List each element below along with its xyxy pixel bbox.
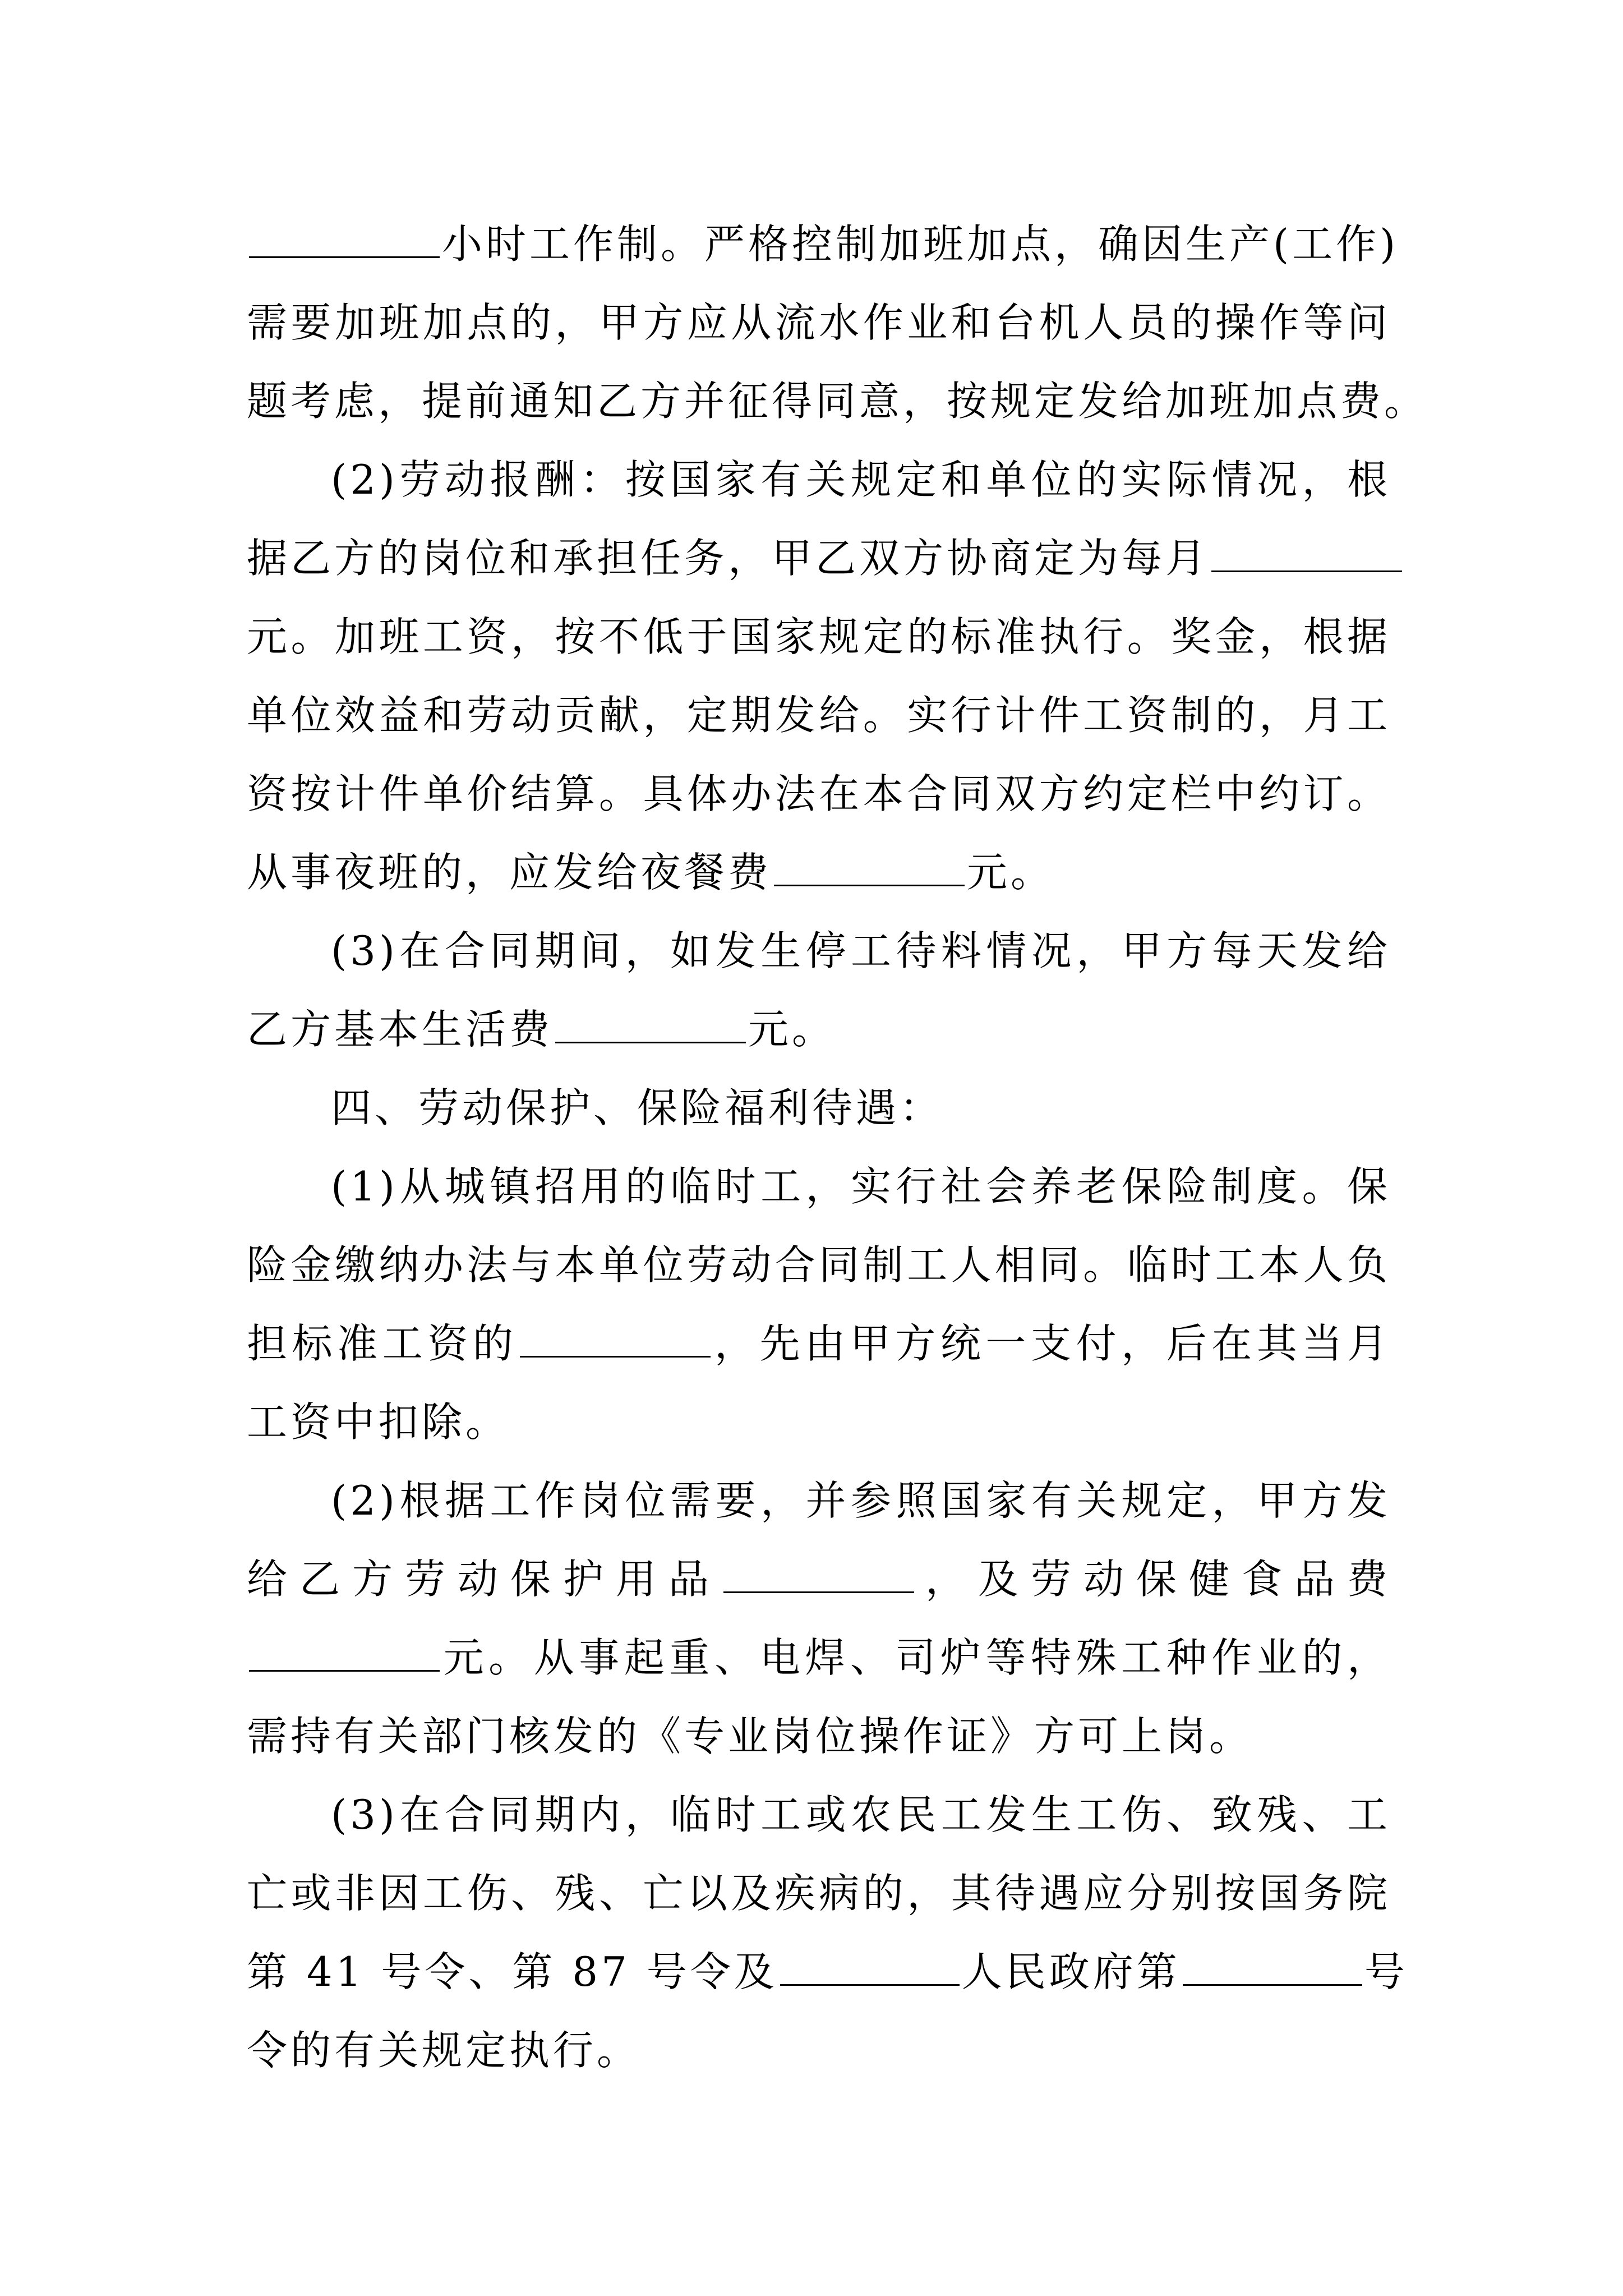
text-line: (2)劳动报酬：按国家有关规定和单位的实际情况，根 [331, 456, 1391, 503]
text-line: 亡或非因工伤、残、亡以及疾病的，其待遇应分别按国务院 [247, 1870, 1391, 1917]
text-line: 第 41 号令、第 87 号令及 人民政府第 号 [247, 1948, 1408, 1995]
text-line: 题考虑，提前通知乙方并征得同意，按规定发给加班加点费。 [247, 378, 1428, 425]
fill-blank [774, 850, 965, 886]
text-line: (1)从城镇招用的临时工，实行社会养老保险制度。保 [331, 1163, 1391, 1210]
text-line: 需持有关部门核发的《专业岗位操作证》方可上岗。 [247, 1713, 1253, 1760]
text-line: 险金缴纳办法与本单位劳动合同制工人相同。临时工本人负 [247, 1241, 1391, 1289]
fill-blank [780, 1949, 960, 1986]
fill-blank [723, 1557, 914, 1593]
text-line: 给乙方劳动保护用品 ，及劳动保健食品费 [247, 1556, 1391, 1603]
text-line: 单位效益和劳动贡献，定期发给。实行计件工资制的，月工 [247, 692, 1391, 739]
text-line: 担标准工资的 ，先由甲方统一支付，后在其当月 [247, 1320, 1391, 1367]
fill-blank [1211, 536, 1402, 572]
fill-blank [249, 222, 440, 258]
fill-blank [555, 1007, 746, 1043]
text-line: (3)在合同期内，临时工或农民工发生工伤、致残、工 [331, 1791, 1391, 1838]
text-line: 元。加班工资，按不低于国家规定的标准执行。奖金，根据 [247, 613, 1391, 660]
text-line: 需要加班加点的，甲方应从流水作业和台机人员的操作等问 [247, 299, 1391, 346]
text-line: 据乙方的岗位和承担任务，甲乙双方协商定为每月 [247, 530, 1391, 586]
section-heading: 四、劳动保护、保险福利待遇： [331, 1084, 944, 1131]
text-line: (2)根据工作岗位需要，并参照国家有关规定，甲方发 [331, 1477, 1391, 1524]
text-line: (3)在合同期间，如发生停工待料情况，甲方每天发给 [331, 927, 1391, 974]
fill-blank [249, 1635, 440, 1672]
text-line: 乙方基本生活费 元。 [247, 1006, 836, 1053]
fill-blank [1183, 1949, 1362, 1986]
fill-blank [520, 1321, 711, 1358]
text-line: 工资中扣除。 [247, 1398, 510, 1446]
text-line: 小时工作制。严格控制加班加点，确因生产(工作) [247, 216, 1391, 272]
text-line: 资按计件单价结算。具体办法在本合同双方约定栏中约订。 [247, 770, 1391, 817]
text-line: 令的有关规定执行。 [247, 2027, 641, 2074]
text-line: 元。从事起重、电焊、司炉等特殊工种作业的， [247, 1630, 1391, 1686]
text-line: 从事夜班的，应发给夜餐费 元。 [247, 849, 1055, 896]
